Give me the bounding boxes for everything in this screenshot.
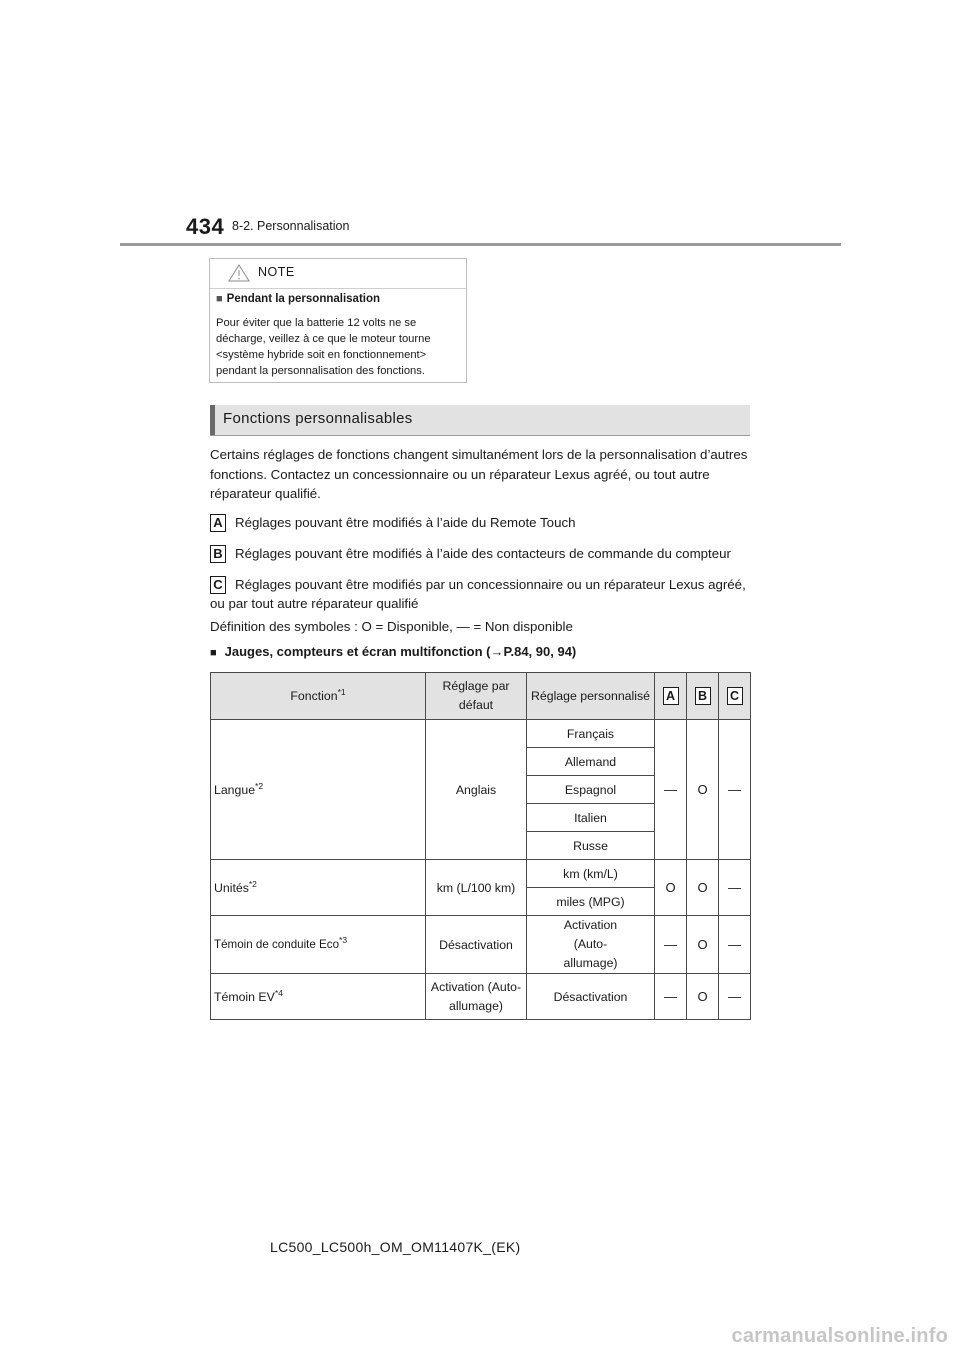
page-number: 434 xyxy=(186,214,225,239)
footnote-mark: *2 xyxy=(255,780,264,791)
cell-option: Italien xyxy=(527,804,655,832)
footnote-mark: *2 xyxy=(248,878,257,889)
table-row xyxy=(211,720,751,748)
legend-letter-a: A xyxy=(210,514,226,532)
banner-accent xyxy=(210,405,215,435)
cell-option: Désactivation xyxy=(527,974,655,1020)
header-a xyxy=(655,673,687,720)
header-divider xyxy=(120,243,841,246)
footer-text: LC500_LC500h_OM_OM11407K_(EK) xyxy=(270,1239,521,1255)
table-row xyxy=(211,974,751,1020)
cell-c: — xyxy=(719,720,751,860)
cell-c: — xyxy=(719,974,751,1020)
table-row xyxy=(211,916,751,974)
cell-b: O xyxy=(687,860,719,916)
cell-b: O xyxy=(687,916,719,974)
cell-option: Russe xyxy=(527,832,655,860)
function-text: Langue xyxy=(214,782,256,797)
cell-default: km (L/100 km) xyxy=(426,860,527,916)
header-default: Réglage par défaut xyxy=(426,673,527,720)
section-header: 8-2. Personnalisation xyxy=(232,219,350,233)
legend-letter-b: B xyxy=(210,545,226,563)
cell-a: — xyxy=(655,916,687,974)
cell-c: — xyxy=(719,916,751,974)
footnote-mark: *4 xyxy=(274,987,283,998)
header-letter-b: B xyxy=(695,687,711,705)
cell-a: — xyxy=(655,720,687,860)
subsection-heading xyxy=(210,644,576,659)
note-header xyxy=(210,259,466,289)
cell-a: O xyxy=(655,860,687,916)
table-row xyxy=(211,860,751,888)
cell-default: Désactivation xyxy=(426,916,527,974)
cell-option: Espagnol xyxy=(527,776,655,804)
footnote-mark: *3 xyxy=(339,935,348,946)
intro-paragraph: Certains réglages de fonctions changent simultanément lors de la personnalisation d’autres fonctions. Contactez un concessionnaire ou un réparateur Lexus agréé, ou tout autre réparateur qualifié. xyxy=(210,447,748,501)
table-header-row xyxy=(211,673,751,720)
section-banner xyxy=(210,405,750,436)
note-label: NOTE xyxy=(258,265,295,279)
cell-default: Anglais xyxy=(426,720,527,860)
cell-a: — xyxy=(655,974,687,1020)
legend-text-a: Réglages pouvant être modifiés à l’aide du Remote Touch xyxy=(235,515,576,530)
header-custom: Réglage personnalisé xyxy=(527,673,655,720)
cell-option: km (km/L) xyxy=(527,860,655,888)
cell-option: miles (MPG) xyxy=(527,888,655,916)
functions-table xyxy=(210,672,751,1020)
header-letter-c: C xyxy=(727,687,743,705)
note-subtitle-text: Pendant la personnalisation xyxy=(226,293,381,305)
cell-option: Activation (Auto-allumage) xyxy=(527,916,655,974)
square-bullet-icon: ■ xyxy=(210,647,217,659)
watermark: carmanualsonline.info xyxy=(731,1325,948,1347)
header-b xyxy=(687,673,719,720)
function-text: Unités xyxy=(214,880,249,895)
cell-b: O xyxy=(687,720,719,860)
note-box xyxy=(209,258,467,383)
function-text: Témoin de conduite Eco xyxy=(214,938,340,951)
legend-text-b: Réglages pouvant être modifiés à l’aide des contacteurs de commande du compteur xyxy=(235,546,731,561)
cell-option: Français xyxy=(527,720,655,748)
cell-function xyxy=(211,974,426,1020)
header-function-text: Fonction xyxy=(290,689,338,703)
legend-text-c: Réglages pouvant être modifiés par un concessionnaire ou un réparateur Lexus agréé, ou par tout autre réparateur qualifié xyxy=(210,577,746,611)
function-text: Témoin EV xyxy=(214,989,275,1004)
symbols-definition: Définition des symboles : O = Disponible, — = Non disponible xyxy=(210,619,573,634)
cell-option: Allemand xyxy=(527,748,655,776)
legend-letter-c: C xyxy=(210,576,226,594)
square-bullet-icon: ■ xyxy=(216,293,223,305)
cell-b: O xyxy=(687,974,719,1020)
header-c xyxy=(719,673,751,720)
note-body: Pour éviter que la batterie 12 volts ne se décharge, veillez à ce que le moteur tourne <système hybride soit en fonctionnement> pendant la personnalisation des fonctions. xyxy=(216,317,431,377)
cell-function xyxy=(211,720,426,860)
header-letter-a: A xyxy=(663,687,679,705)
cell-function xyxy=(211,916,426,974)
cell-default: Activation (Auto-allumage) xyxy=(426,974,527,1020)
cell-c: — xyxy=(719,860,751,916)
cell-function xyxy=(211,860,426,916)
subsection-title: Jauges, compteurs et écran multifonction (→P.84, 90, 94) xyxy=(224,644,577,659)
header-function xyxy=(211,673,426,720)
section-title: Fonctions personnalisables xyxy=(223,410,413,427)
warning-triangle-icon xyxy=(228,264,250,282)
note-subtitle xyxy=(216,293,380,305)
footnote-mark: *1 xyxy=(337,686,346,697)
